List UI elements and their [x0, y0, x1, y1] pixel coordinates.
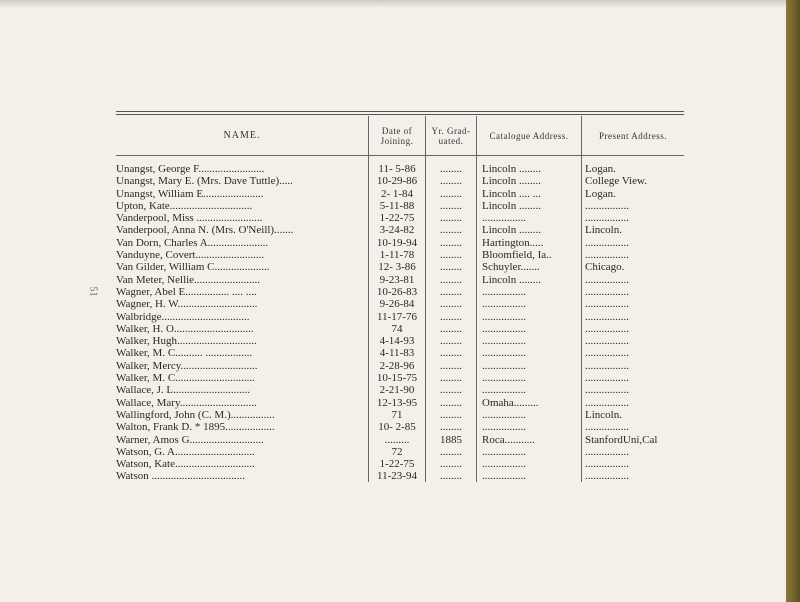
- member-name: Walker, M. C.......... .................: [116, 347, 253, 360]
- header-catalogue-address: Catalogue Address.: [489, 131, 569, 141]
- date-of-joining: 1-22-75: [379, 458, 415, 471]
- catalogue-address: Lincoln ........: [482, 175, 541, 188]
- header-date-line2: Joining.: [380, 136, 414, 146]
- present-address: ................: [585, 285, 629, 298]
- date-of-joining: 72: [391, 445, 403, 458]
- present-address: Lincoln.: [585, 408, 622, 421]
- table-row: [116, 188, 686, 200]
- member-name: Van Meter, Nellie........................: [116, 273, 261, 286]
- catalogue-address: ................: [482, 421, 526, 434]
- catalogue-address: ................: [482, 212, 526, 225]
- table-row: [116, 446, 686, 458]
- year-graduated: ........: [440, 187, 462, 200]
- member-name: Vanderpool, Miss ........................: [116, 212, 263, 225]
- date-of-joining: 5-11-88: [379, 199, 415, 212]
- member-name: Watson, Kate.............................: [116, 458, 255, 471]
- member-name: Walker, Mercy............................: [116, 359, 258, 372]
- date-of-joining: 9-26-84: [379, 298, 415, 311]
- present-address: Logan.: [585, 187, 616, 200]
- year-graduated: ........: [440, 310, 462, 323]
- date-of-joining: 3-24-82: [379, 224, 415, 237]
- table-row: [116, 360, 686, 372]
- date-of-joining: 11-17-76: [377, 310, 417, 323]
- header-grad-line1: Yr. Grad-: [431, 126, 471, 136]
- date-of-joining: 1-22-75: [379, 212, 415, 225]
- table-row: [116, 163, 686, 175]
- catalogue-address: Roca...........: [482, 433, 535, 446]
- year-graduated: ........: [440, 458, 462, 471]
- year-graduated: ........: [440, 396, 462, 409]
- member-name: Unangst, William E......................: [116, 187, 264, 200]
- date-of-joining: 9-23-81: [379, 273, 415, 286]
- year-graduated: ........: [440, 384, 462, 397]
- date-of-joining: 10- 2-85: [378, 421, 416, 434]
- table-row: [116, 409, 686, 421]
- table-row: [116, 347, 686, 359]
- catalogue-address: Lincoln ........: [482, 199, 541, 212]
- present-address: Chicago.: [585, 261, 625, 274]
- present-address: ................: [585, 396, 629, 409]
- present-address: ................: [585, 199, 629, 212]
- catalogue-address: Hartington.....: [482, 236, 544, 249]
- table-row: [116, 261, 686, 273]
- table-row: [116, 237, 686, 249]
- date-of-joining: 10-19-94: [376, 236, 418, 249]
- year-graduated: ........: [440, 236, 462, 249]
- member-name: Walker, Hugh.............................: [116, 335, 257, 348]
- member-name: Walbridge................................: [116, 310, 250, 323]
- member-name: Van Dorn, Charles A......................: [116, 236, 269, 249]
- catalogue-address: ................: [482, 408, 526, 421]
- date-of-joining: 12- 3-86: [378, 261, 416, 274]
- present-address: ................: [585, 359, 629, 372]
- member-name: Wallingford, John (C. M.)................: [116, 408, 275, 421]
- date-of-joining: 10-29-86: [376, 175, 418, 188]
- directory-table: [116, 163, 686, 483]
- table-row: [116, 384, 686, 396]
- member-name: Van Gilder, William C....................: [116, 261, 270, 274]
- catalogue-address: ................: [482, 347, 526, 360]
- header-present-address: Present Address.: [599, 131, 667, 141]
- year-graduated: ........: [440, 421, 462, 434]
- table-row: [116, 212, 686, 224]
- date-of-joining: .........: [384, 433, 410, 446]
- year-graduated: ........: [440, 249, 462, 262]
- present-address: ................: [585, 298, 629, 311]
- date-of-joining: 12-13-95: [376, 396, 418, 409]
- present-address: ................: [585, 421, 629, 434]
- present-address: ................: [585, 445, 629, 458]
- year-graduated: ........: [440, 261, 462, 274]
- present-address: ................: [585, 273, 629, 286]
- catalogue-address: ................: [482, 298, 526, 311]
- member-name: Upton, Kate..............................: [116, 199, 253, 212]
- header-date-of-joining: [369, 118, 425, 154]
- member-name: Wallace, Mary............................: [116, 396, 257, 409]
- header-year-graduated: [426, 118, 476, 154]
- date-of-joining: 11- 5-86: [378, 163, 416, 175]
- table-row: [116, 249, 686, 261]
- present-address: ................: [585, 458, 629, 471]
- present-address: ................: [585, 249, 629, 262]
- table-row: [116, 175, 686, 187]
- year-graduated: ........: [440, 298, 462, 311]
- date-of-joining: 2-28-96: [379, 359, 415, 372]
- page-side-number: 51: [87, 286, 99, 297]
- present-address: ................: [585, 310, 629, 323]
- date-of-joining: 2- 1-84: [380, 187, 414, 200]
- year-graduated: ........: [440, 199, 462, 212]
- date-of-joining: 10-15-75: [376, 372, 418, 385]
- catalogue-address: ................: [482, 359, 526, 372]
- member-name: Wagner, H. W.............................: [116, 298, 258, 311]
- year-graduated: 1885: [440, 433, 462, 446]
- year-graduated: ........: [440, 175, 462, 188]
- date-of-joining: 71: [391, 408, 403, 421]
- catalogue-address: Schuyler.......: [482, 261, 540, 274]
- table-row: [116, 335, 686, 347]
- present-address: ................: [585, 236, 629, 249]
- header-date-line1: Date of: [381, 126, 413, 136]
- catalogue-address: ................: [482, 384, 526, 397]
- catalogue-address: ................: [482, 335, 526, 348]
- table-row: [116, 311, 686, 323]
- table-row: [116, 200, 686, 212]
- member-name: Walton, Frank D. * 1895..................: [116, 421, 275, 434]
- header-bottom-rule: [116, 155, 684, 156]
- date-of-joining: 4-11-83: [379, 347, 415, 360]
- year-graduated: ........: [440, 408, 462, 421]
- member-name: Walker, H. O.............................: [116, 322, 254, 335]
- catalogue-address: Bloomfield, Ia..: [482, 249, 552, 262]
- present-address: ................: [585, 322, 629, 335]
- member-name: Watson ..................................: [116, 470, 245, 483]
- year-graduated: ........: [440, 359, 462, 372]
- table-row: [116, 298, 686, 310]
- present-address: ................: [585, 372, 629, 385]
- catalogue-address: Lincoln .... ...: [482, 187, 541, 200]
- table-row: [116, 372, 686, 384]
- present-address: ................: [585, 335, 629, 348]
- catalogue-address: ................: [482, 372, 526, 385]
- present-address: College View.: [585, 175, 647, 188]
- year-graduated: ........: [440, 285, 462, 298]
- member-name: Warner, Amos G...........................: [116, 433, 264, 446]
- top-rule-second: [116, 114, 684, 115]
- table-row: [116, 434, 686, 446]
- year-graduated: ........: [440, 224, 462, 237]
- present-address: ................: [585, 212, 629, 225]
- year-graduated: ........: [440, 212, 462, 225]
- member-name: Walker, M. C.............................: [116, 372, 255, 385]
- member-name: Wagner, Abel E................ .... ....: [116, 285, 257, 298]
- table-row: [116, 470, 686, 482]
- present-address: ................: [585, 384, 629, 397]
- year-graduated: ........: [440, 322, 462, 335]
- year-graduated: ........: [440, 470, 462, 483]
- top-rule: [116, 111, 684, 112]
- member-name: Unangst, Mary E. (Mrs. Dave Tuttle).....: [116, 175, 293, 188]
- catalogue-address: ................: [482, 458, 526, 471]
- catalogue-address: ................: [482, 310, 526, 323]
- date-of-joining: 4-14-93: [379, 335, 415, 348]
- date-of-joining: 74: [391, 322, 403, 335]
- member-name: Watson, G. A.............................: [116, 445, 255, 458]
- page-top-shade: [0, 0, 786, 8]
- year-graduated: ........: [440, 347, 462, 360]
- date-of-joining: 2-21-90: [379, 384, 415, 397]
- present-address: ................: [585, 470, 629, 483]
- year-graduated: ........: [440, 335, 462, 348]
- header-grad-line2: uated.: [438, 136, 464, 146]
- table-row: [116, 286, 686, 298]
- member-name: Unangst, George F........................: [116, 163, 265, 175]
- year-graduated: ........: [440, 273, 462, 286]
- catalogue-address: ................: [482, 470, 526, 483]
- member-name: Vanduyne, Covert.........................: [116, 249, 265, 262]
- table-row: [116, 397, 686, 409]
- table-row: [116, 421, 686, 433]
- date-of-joining: 10-26-83: [376, 285, 418, 298]
- member-name: Wallace, J. L............................: [116, 384, 251, 397]
- table-row: [116, 274, 686, 286]
- header-name: NAME.: [223, 130, 261, 141]
- present-address: StanfordUni,Cal: [585, 433, 658, 446]
- member-name: Vanderpool, Anna N. (Mrs. O'Neill).......: [116, 224, 294, 237]
- present-address: Lincoln.: [585, 224, 622, 237]
- catalogue-address: Omaha.........: [482, 396, 539, 409]
- catalogue-address: ................: [482, 322, 526, 335]
- table-row: [116, 224, 686, 236]
- catalogue-address: ................: [482, 445, 526, 458]
- catalogue-address: Lincoln ........: [482, 273, 541, 286]
- present-address: ................: [585, 347, 629, 360]
- date-of-joining: 11-23-94: [377, 470, 417, 483]
- year-graduated: ........: [440, 163, 462, 175]
- catalogue-address: ................: [482, 285, 526, 298]
- year-graduated: ........: [440, 372, 462, 385]
- year-graduated: ........: [440, 445, 462, 458]
- date-of-joining: 1-11-78: [379, 249, 415, 262]
- catalogue-address: Lincoln ........: [482, 224, 541, 237]
- present-address: Logan.: [585, 163, 616, 175]
- table-row: [116, 458, 686, 470]
- table-row: [116, 323, 686, 335]
- catalogue-address: Lincoln ........: [482, 163, 541, 175]
- book-spine: [786, 0, 800, 602]
